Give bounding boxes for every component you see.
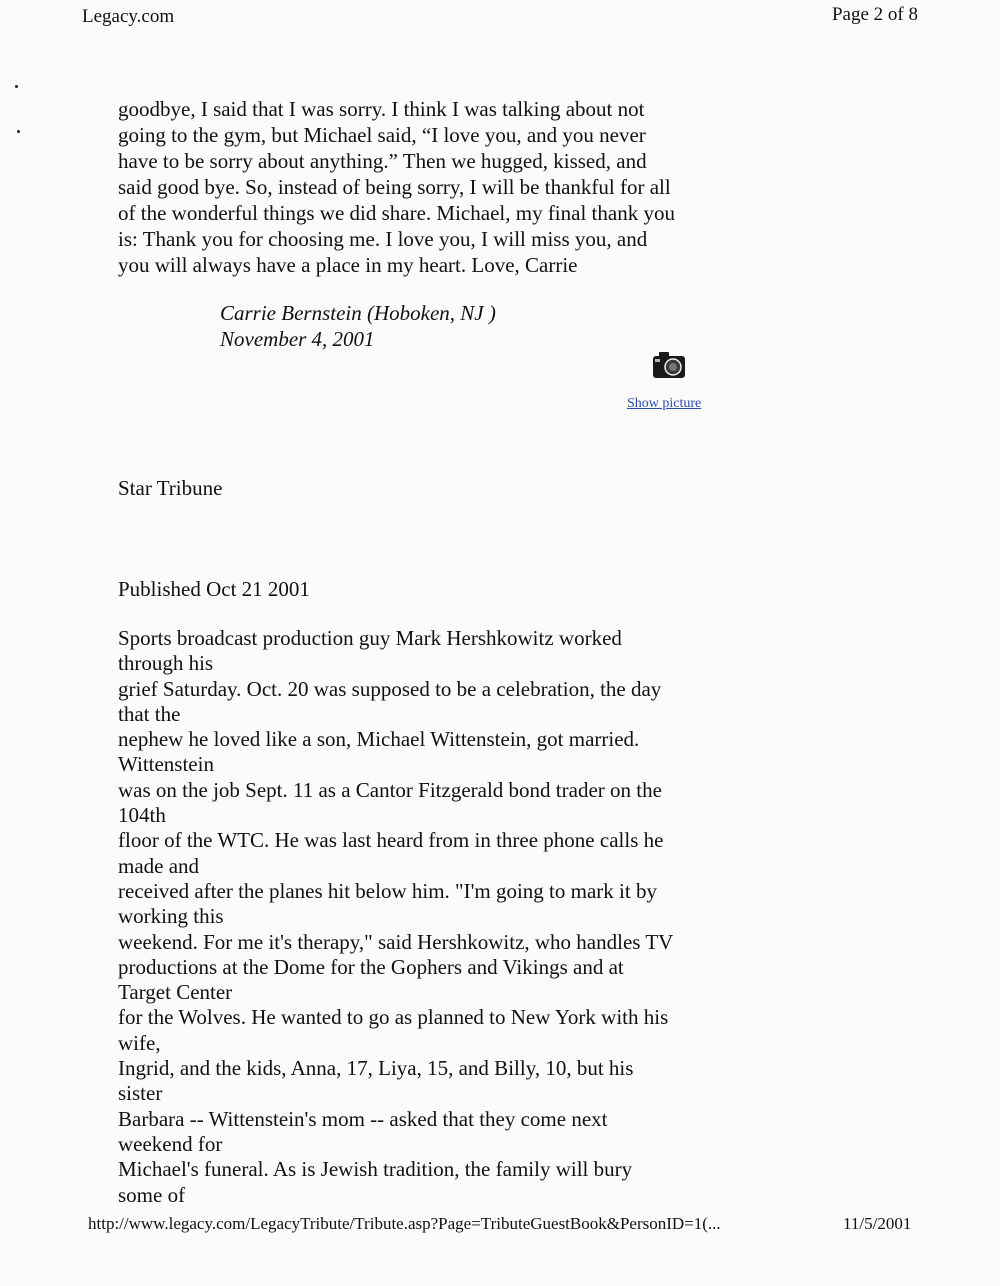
article-line: for the Wolves. He wanted to go as planned to New York with his [118, 1005, 669, 1030]
show-picture-link[interactable]: Show picture [627, 396, 702, 411]
letter-signature [220, 300, 496, 352]
page-number: Page 2 of 8 [831, 4, 918, 25]
article-line: 104th [118, 803, 166, 828]
letter-line: is: Thank you for choosing me. I love you, I will miss you, and [118, 227, 648, 251]
signature-author: Carrie Bernstein (Hoboken, NJ ) [220, 301, 496, 325]
article-source: Star Tribune [118, 476, 223, 500]
article-line: was on the job Sept. 11 as a Cantor Fitzgerald bond trader on the [118, 777, 662, 802]
article-line: Ingrid, and the kids, Anna, 17, Liya, 15, and Billy, 10, but his [118, 1056, 634, 1081]
article-body [118, 626, 758, 1208]
article-line: Sports broadcast production guy Mark Hershkowitz worked [118, 626, 622, 650]
article-line: weekend. For me it's therapy," said Hershkowitz, who handles TV [118, 929, 674, 954]
article-line: weekend for [118, 1131, 223, 1156]
article-line: made and [118, 853, 200, 878]
article-published: Published Oct 21 2001 [118, 577, 310, 601]
signature-date: November 4, 2001 [220, 327, 375, 351]
letter-line: said good bye. So, instead of being sorry, I will be thankful for all [118, 175, 671, 199]
article-line: productions at the Dome for the Gophers and Vikings and at [118, 954, 624, 979]
camera-icon[interactable] [651, 350, 689, 380]
footer-date: 11/5/2001 [843, 1214, 912, 1233]
article-line: Wittenstein [118, 752, 214, 777]
letter-line: going to the gym, but Michael said, “I love you, and you never [118, 123, 646, 147]
letter-line: you will always have a place in my heart. Love, Carrie [118, 253, 578, 277]
footer-url: http://www.legacy.com/LegacyTribute/Tribute.asp?Page=TributeGuestBook&PersonID=1(... [88, 1214, 721, 1233]
letter-line: goodbye, I said that I was sorry. I think I was talking about not [118, 97, 645, 121]
article-line: grief Saturday. Oct. 20 was supposed to be a celebration, the day [118, 676, 662, 701]
article-line: Michael's funeral. As is Jewish tradition, the family will bury [118, 1157, 633, 1182]
article-line: sister [118, 1081, 163, 1106]
article-line: nephew he loved like a son, Michael Wittenstein, got married. [118, 727, 640, 752]
article-line: some of [118, 1182, 186, 1207]
scan-speck [17, 130, 20, 133]
article-line: received after the planes hit below him. "I'm going to mark it by [118, 878, 657, 903]
article-line: that the [118, 701, 181, 726]
letter-line: have to be sorry about anything.” Then we hugged, kissed, and [118, 149, 647, 173]
article-line: through his [118, 651, 214, 676]
article-line: Barbara -- Wittenstein's mom -- asked that they come next [118, 1106, 608, 1131]
scan-speck [15, 85, 18, 88]
article-line: Target Center [118, 980, 233, 1005]
article-line: working this [118, 904, 224, 929]
site-name: Legacy.com [82, 6, 175, 27]
article-line: wife, [118, 1030, 161, 1055]
letter-line: of the wonderful things we did share. Michael, my final thank you [118, 201, 675, 225]
article-line: floor of the WTC. He was last heard from in three phone calls he [118, 828, 664, 853]
letter-body [118, 96, 758, 278]
